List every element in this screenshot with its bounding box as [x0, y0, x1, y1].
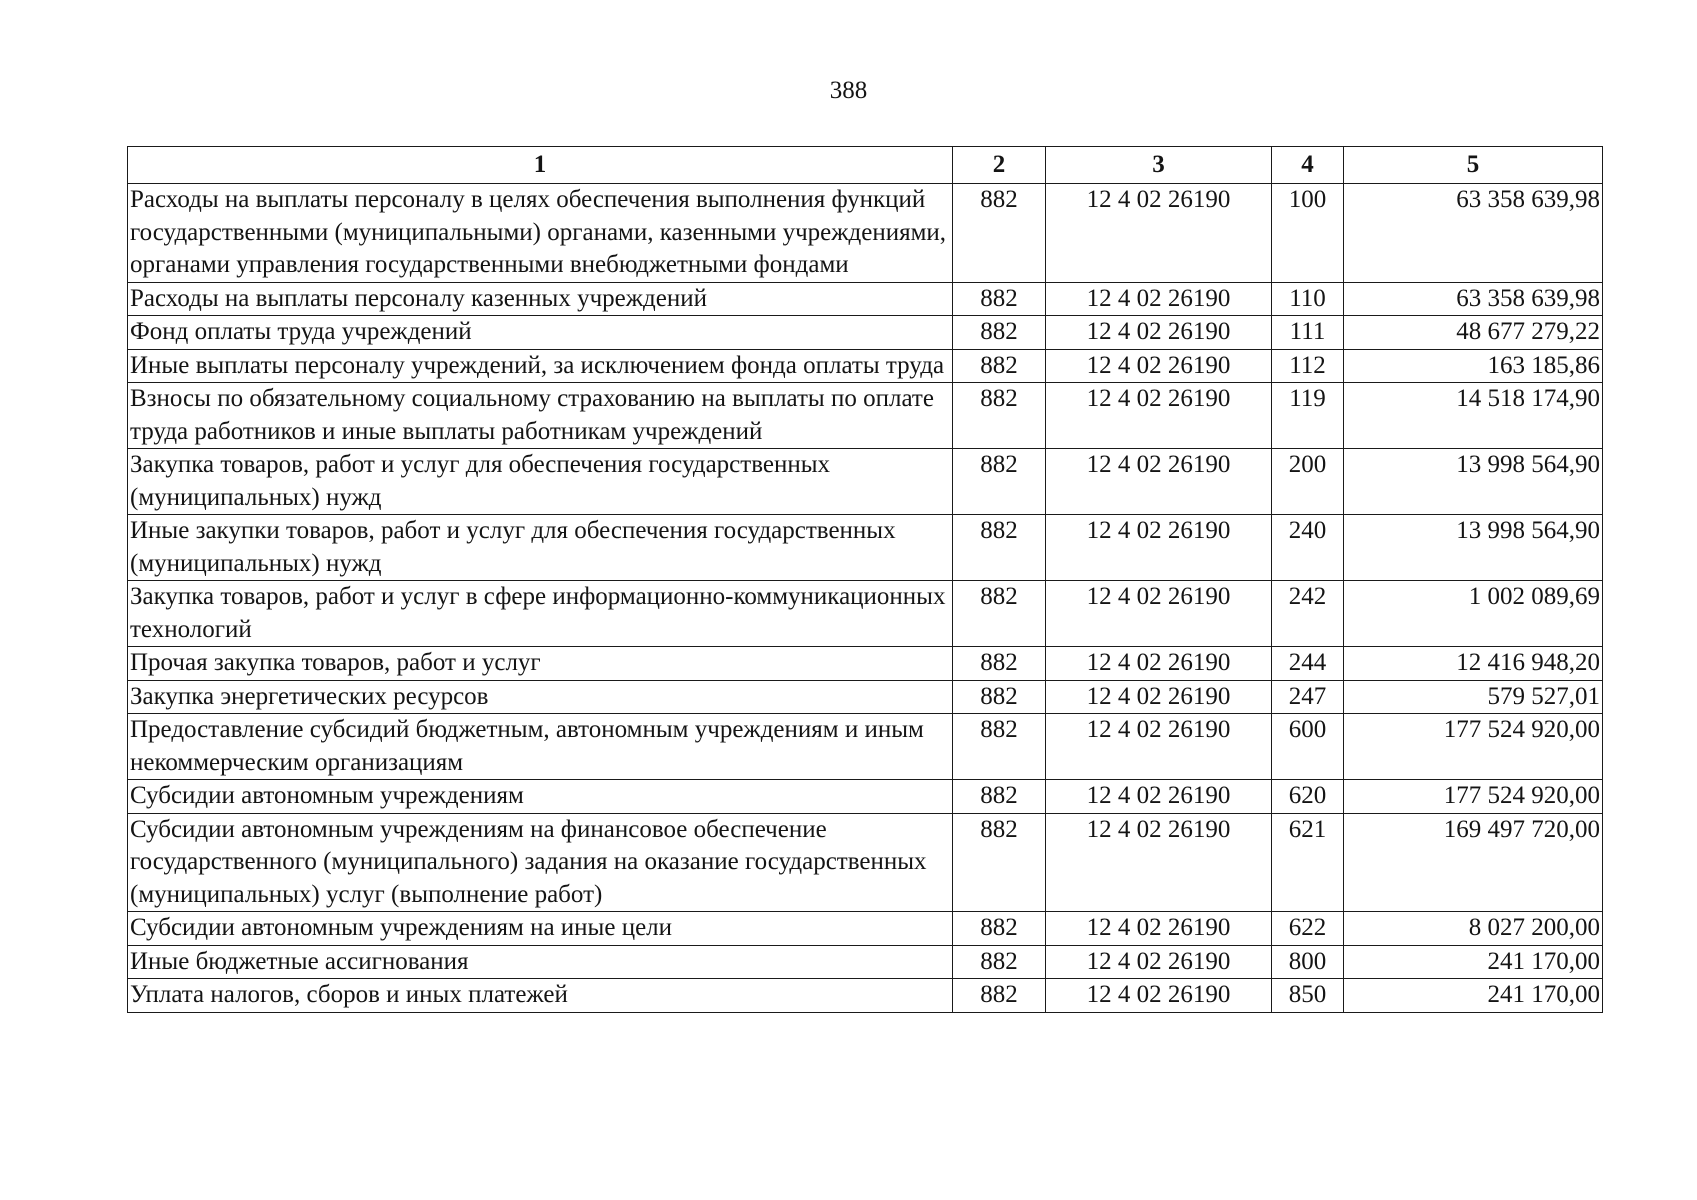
row-grbs: 882 — [953, 349, 1046, 383]
row-target-article: 12 4 02 26190 — [1046, 979, 1272, 1013]
row-expense-type: 244 — [1272, 647, 1344, 681]
row-amount: 177 524 920,00 — [1344, 714, 1603, 780]
row-expense-type: 800 — [1272, 945, 1344, 979]
row-expense-type: 100 — [1272, 184, 1344, 283]
row-amount: 169 497 720,00 — [1344, 813, 1603, 912]
row-grbs: 882 — [953, 383, 1046, 449]
row-target-article: 12 4 02 26190 — [1046, 680, 1272, 714]
row-grbs: 882 — [953, 184, 1046, 283]
row-grbs: 882 — [953, 680, 1046, 714]
row-amount: 13 998 564,90 — [1344, 515, 1603, 581]
row-amount: 12 416 948,20 — [1344, 647, 1603, 681]
row-amount: 48 677 279,22 — [1344, 316, 1603, 350]
column-header-5: 5 — [1344, 147, 1603, 184]
row-name: Прочая закупка товаров, работ и услуг — [128, 647, 953, 681]
row-amount: 13 998 564,90 — [1344, 449, 1603, 515]
row-target-article: 12 4 02 26190 — [1046, 912, 1272, 946]
row-expense-type: 112 — [1272, 349, 1344, 383]
table-row — [128, 979, 1603, 1013]
table-row — [128, 282, 1603, 316]
row-amount: 241 170,00 — [1344, 945, 1603, 979]
row-grbs: 882 — [953, 282, 1046, 316]
row-expense-type: 620 — [1272, 780, 1344, 814]
row-grbs: 882 — [953, 780, 1046, 814]
row-expense-type: 111 — [1272, 316, 1344, 350]
table-row — [128, 184, 1603, 283]
row-name: Предоставление субсидий бюджетным, автономным учреждениям и иным некоммерческим организациям — [128, 714, 953, 780]
row-target-article: 12 4 02 26190 — [1046, 780, 1272, 814]
row-amount: 241 170,00 — [1344, 979, 1603, 1013]
row-name: Иные выплаты персоналу учреждений, за исключением фонда оплаты труда — [128, 349, 953, 383]
row-target-article: 12 4 02 26190 — [1046, 945, 1272, 979]
table-header-row — [128, 147, 1603, 184]
row-expense-type: 621 — [1272, 813, 1344, 912]
row-expense-type: 110 — [1272, 282, 1344, 316]
row-name: Субсидии автономным учреждениям на финансовое обеспечение государственного (муниципального) задания на оказание государственных (муниципальных) услуг (выполнение работ) — [128, 813, 953, 912]
page-number: 388 — [829, 77, 868, 104]
column-header-3: 3 — [1046, 147, 1272, 184]
row-amount: 8 027 200,00 — [1344, 912, 1603, 946]
row-amount: 14 518 174,90 — [1344, 383, 1603, 449]
row-name: Расходы на выплаты персоналу в целях обеспечения выполнения функций государственными (муниципальными) органами, казенными учреждениями, органами управления государственными внебюджетными фондами — [128, 184, 953, 283]
row-grbs: 882 — [953, 912, 1046, 946]
row-grbs: 882 — [953, 647, 1046, 681]
column-header-4: 4 — [1272, 147, 1344, 184]
row-amount: 63 358 639,98 — [1344, 184, 1603, 283]
row-expense-type: 622 — [1272, 912, 1344, 946]
row-grbs: 882 — [953, 515, 1046, 581]
row-expense-type: 240 — [1272, 515, 1344, 581]
row-grbs: 882 — [953, 945, 1046, 979]
row-target-article: 12 4 02 26190 — [1046, 349, 1272, 383]
table-row — [128, 813, 1603, 912]
row-target-article: 12 4 02 26190 — [1046, 184, 1272, 283]
row-target-article: 12 4 02 26190 — [1046, 581, 1272, 647]
table-row — [128, 349, 1603, 383]
row-expense-type: 119 — [1272, 383, 1344, 449]
table-row — [128, 647, 1603, 681]
table-row — [128, 515, 1603, 581]
row-target-article: 12 4 02 26190 — [1046, 316, 1272, 350]
row-expense-type: 247 — [1272, 680, 1344, 714]
table-row — [128, 383, 1603, 449]
table-row — [128, 449, 1603, 515]
row-name: Субсидии автономным учреждениям — [128, 780, 953, 814]
row-name: Расходы на выплаты персоналу казенных учреждений — [128, 282, 953, 316]
table-row — [128, 581, 1603, 647]
row-expense-type: 242 — [1272, 581, 1344, 647]
row-grbs: 882 — [953, 316, 1046, 350]
row-amount: 579 527,01 — [1344, 680, 1603, 714]
row-target-article: 12 4 02 26190 — [1046, 449, 1272, 515]
row-name: Иные закупки товаров, работ и услуг для обеспечения государственных (муниципальных) нужд — [128, 515, 953, 581]
row-name: Закупка товаров, работ и услуг для обеспечения государственных (муниципальных) нужд — [128, 449, 953, 515]
row-grbs: 882 — [953, 449, 1046, 515]
row-grbs: 882 — [953, 979, 1046, 1013]
row-target-article: 12 4 02 26190 — [1046, 282, 1272, 316]
row-expense-type: 850 — [1272, 979, 1344, 1013]
row-expense-type: 200 — [1272, 449, 1344, 515]
row-amount: 63 358 639,98 — [1344, 282, 1603, 316]
row-target-article: 12 4 02 26190 — [1046, 714, 1272, 780]
row-name: Взносы по обязательному социальному страхованию на выплаты по оплате труда работников и иные выплаты работникам учреждений — [128, 383, 953, 449]
table-row — [128, 680, 1603, 714]
row-amount: 163 185,86 — [1344, 349, 1603, 383]
budget-table — [127, 146, 1603, 1013]
table-row — [128, 714, 1603, 780]
row-grbs: 882 — [953, 581, 1046, 647]
row-name: Фонд оплаты труда учреждений — [128, 316, 953, 350]
table-row — [128, 912, 1603, 946]
row-target-article: 12 4 02 26190 — [1046, 383, 1272, 449]
row-name: Субсидии автономным учреждениям на иные цели — [128, 912, 953, 946]
row-amount: 177 524 920,00 — [1344, 780, 1603, 814]
row-name: Уплата налогов, сборов и иных платежей — [128, 979, 953, 1013]
row-target-article: 12 4 02 26190 — [1046, 647, 1272, 681]
table-row — [128, 316, 1603, 350]
row-name: Закупка товаров, работ и услуг в сфере информационно-коммуникационных технологий — [128, 581, 953, 647]
column-header-2: 2 — [953, 147, 1046, 184]
row-target-article: 12 4 02 26190 — [1046, 813, 1272, 912]
column-header-1: 1 — [128, 147, 953, 184]
row-expense-type: 600 — [1272, 714, 1344, 780]
row-target-article: 12 4 02 26190 — [1046, 515, 1272, 581]
row-grbs: 882 — [953, 714, 1046, 780]
row-grbs: 882 — [953, 813, 1046, 912]
table-row — [128, 780, 1603, 814]
row-name: Закупка энергетических ресурсов — [128, 680, 953, 714]
table-row — [128, 945, 1603, 979]
row-name: Иные бюджетные ассигнования — [128, 945, 953, 979]
row-amount: 1 002 089,69 — [1344, 581, 1603, 647]
